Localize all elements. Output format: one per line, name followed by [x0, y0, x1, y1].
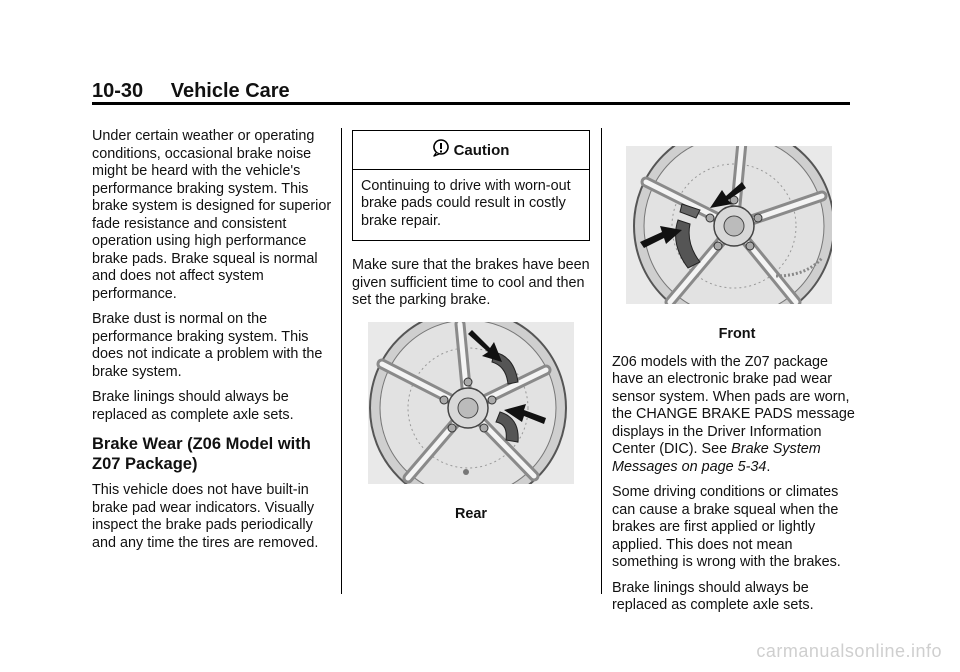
caution-title: Caution [453, 142, 510, 159]
page-number: 10-30 [92, 80, 144, 102]
column-2 [352, 130, 590, 523]
front-brake-figure [626, 146, 832, 304]
rear-brake-figure [368, 322, 574, 484]
paragraph-brake-noise: Under certain weather or operating conditions, occasional brake noise might be heard with the vehicle's performance braking system. This brake system is designed for superior fade resistance and consistent operation using high performance brake pads. Brake squeal is normal and does not affect system performance. [92, 128, 332, 302]
column-3 [612, 146, 862, 623]
wear-sensor-period: . [766, 458, 771, 475]
paragraph-brake-linings: Brake linings should always be replaced as complete axle sets. [92, 389, 294, 423]
paragraph-cool-brakes: Make sure that the brakes have been given sufficient time to cool and then set the parking brake. [352, 257, 590, 308]
figure-caption-rear: Rear [455, 505, 487, 522]
figure-caption-front: Front [718, 326, 756, 342]
caution-icon [433, 139, 449, 162]
wear-sensor-text: Z06 models with the Z07 package have an electronic brake pad wear sensor system. When pads are worn, the CHANGE BRAKE PADS message displays in the Driver Information Center (DIC). See [612, 353, 855, 457]
subheading-brake-wear: Brake Wear (Z06 Model with Z07 Package) [92, 435, 311, 473]
column-divider-2 [601, 128, 602, 594]
paragraph-brake-squeal: Some driving conditions or climates can cause a brake squeal when the brakes are first applied or lightly applied. This does not mean something is wrong with the brakes. [612, 484, 841, 570]
header-rule [92, 102, 850, 105]
cross-reference-link[interactable]: Brake System Messages on page 5-34 [612, 441, 821, 475]
column-1 [92, 128, 332, 560]
caution-text: Continuing to drive with worn-out brake pads could result in costly brake repair. [361, 177, 571, 229]
caution-box [352, 130, 590, 241]
paragraph-brake-dust: Brake dust is normal on the performance braking system. This does not indicate a problem with the brake system. [92, 311, 323, 380]
page-header [92, 80, 290, 103]
column-divider-1 [341, 128, 342, 594]
paragraph-wear-sensor [612, 354, 862, 477]
watermark-text: carmanualsonline.info [756, 641, 942, 661]
paragraph-no-wear-indicators: This vehicle does not have built-in brake pad wear indicators. Visually inspect the brake pads periodically and any time the tires are removed. [92, 482, 319, 551]
paragraph-brake-linings-2: Brake linings should always be replaced as complete axle sets. [612, 579, 814, 613]
caution-header [353, 131, 589, 170]
section-title: Vehicle Care [170, 80, 290, 102]
